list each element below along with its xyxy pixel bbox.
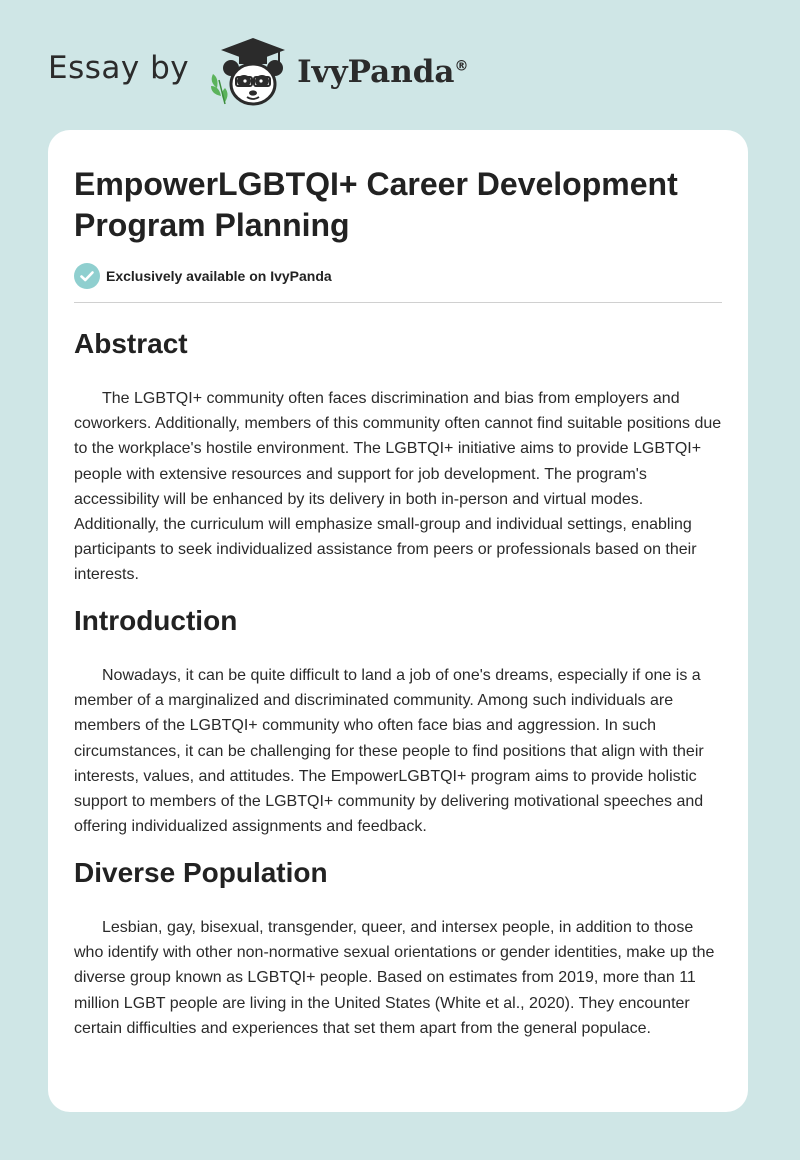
page-title: EmpowerLGBTQI+ Career Development Program Planning <box>74 166 678 243</box>
section-heading-introduction: Introduction <box>74 605 238 636</box>
section-heading-diverse-population: Diverse Population <box>74 857 328 888</box>
essay-by-label: Essay by <box>48 50 190 86</box>
exclusive-label: Exclusively available on IvyPanda <box>106 268 332 284</box>
header-divider <box>74 302 722 303</box>
section-text-diverse-population: Lesbian, gay, bisexual, transgender, queer, and intersex people, in addition to those who identify with other non-normative sexual orientations or gender identities, make up the diverse group known as LGBTQI+ people. Based on estimates from 2019, more than 11 million LGBT people are living in the United States (White et al., 2020). They encounter certain difficulties and experiences that set them apart from the general populace. <box>74 919 715 1037</box>
exclusive-badge <box>74 263 332 289</box>
panda-graduate-icon[interactable] <box>203 30 293 110</box>
section-heading-abstract: Abstract <box>74 328 188 359</box>
site-header <box>48 30 469 110</box>
brand-name[interactable]: IvyPanda® <box>297 54 469 90</box>
registered-mark: ® <box>454 58 469 75</box>
section-text-introduction: Nowadays, it can be quite difficult to land a job of one's dreams, especially if one is a member of a marginalized and discriminated community. Among such individuals are members of the LGBTQI+ community who often face bias and aggression. In such circumstances, it can be challenging for these people to find positions that align with their interests, values, and attitudes. The EmpowerLGBTQI+ program aims to provide holistic support to members of the LGBTQI+ community by delivering motivational speeches and offering individualized assignments and feedback. <box>74 667 704 836</box>
essay-card <box>48 130 748 1112</box>
section-text-abstract: The LGBTQI+ community often faces discrimination and bias from employers and coworkers. Additionally, members of this community often cannot find suitable positions due to the workplace's hostile environment. The LGBTQI+ initiative aims to provide LGBTQI+ people with extensive resources and support for job development. The program's accessibility will be enhanced by its delivery in both in-person and virtual modes. Additionally, the curriculum will emphasize small-group and individual settings, enabling participants to seek individualized assistance from peers or professionals based on their interests. <box>74 390 722 584</box>
check-circle-icon <box>74 263 100 289</box>
